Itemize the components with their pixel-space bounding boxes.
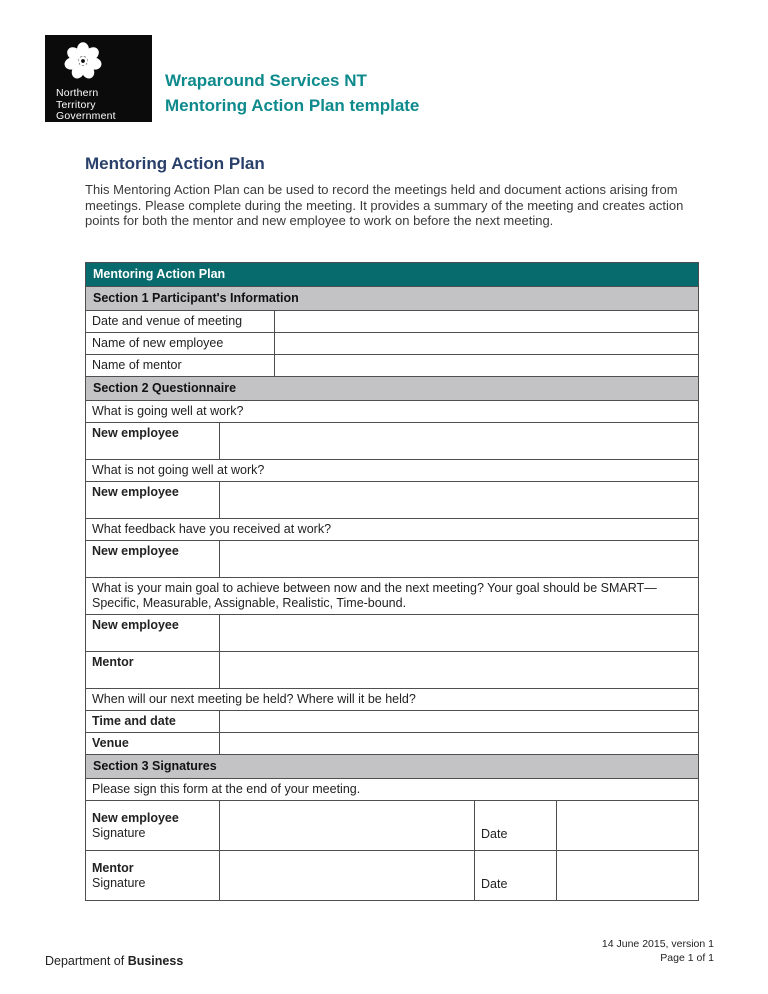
answer-label: New employee [92, 485, 179, 499]
signature-note: Please sign this form at the end of your meeting. [92, 782, 361, 796]
field-label: Name of mentor [92, 358, 182, 372]
document-title-line-1: Wraparound Services NT [165, 71, 367, 90]
signature-label [86, 851, 219, 900]
answer-label: Mentor [92, 655, 134, 669]
answer-row [86, 422, 698, 459]
signature-row-mentor [86, 850, 698, 900]
section-1-header [86, 286, 698, 310]
answer-blank [219, 733, 698, 754]
logo-text-line: Territory [56, 98, 96, 111]
footer-version: 14 June 2015, version 1 [601, 938, 714, 950]
footer-version-page [602, 938, 714, 965]
signature-note-row [86, 778, 698, 800]
answer-label: Venue [92, 736, 129, 750]
answer-label: New employee [92, 618, 179, 632]
logo-text [56, 88, 116, 123]
field-value-blank [274, 311, 698, 332]
footer-department-name: Business [127, 954, 184, 968]
section-2-heading: Section 2 Questionnaire [93, 381, 237, 395]
section-3-heading: Section 3 Signatures [93, 759, 217, 773]
answer-label: Time and date [92, 714, 176, 728]
answer-label: New employee [92, 544, 179, 558]
footer-page-number: Page 1 of 1 [660, 951, 714, 964]
mentoring-action-plan-table [85, 262, 699, 901]
question-row [86, 688, 698, 710]
answer-blank [219, 423, 698, 459]
section-2-header [86, 376, 698, 400]
question-text: What feedback have you received at work? [92, 522, 332, 536]
field-label: Name of new employee [92, 336, 224, 350]
question-row [86, 400, 698, 422]
footer-department-prefix: Department of [45, 954, 128, 968]
table-title-bar [86, 263, 698, 286]
question-row [86, 459, 698, 481]
signature-blank [219, 801, 474, 850]
signature-label [86, 801, 219, 850]
field-value-blank [274, 355, 698, 376]
date-blank [556, 801, 698, 850]
answer-label: New employee [92, 426, 179, 440]
date-label [474, 801, 556, 850]
answer-blank [219, 541, 698, 577]
signature-blank [219, 851, 474, 900]
signatory-name: New employee [92, 810, 179, 825]
table-row-new-employee-name [86, 332, 698, 354]
signature-sublabel: Signature [92, 825, 146, 840]
answer-row [86, 614, 698, 651]
answer-blank [219, 711, 698, 732]
logo-text-line: Northern [56, 87, 99, 99]
date-blank [556, 851, 698, 900]
document-title [165, 68, 419, 118]
document-title-line-2: Mentoring Action Plan template [165, 96, 420, 115]
question-row [86, 518, 698, 540]
answer-row [86, 481, 698, 518]
question-row [86, 577, 698, 614]
question-text: When will our next meeting be held? Where will it be held? [92, 692, 416, 706]
date-label-text: Date [481, 877, 508, 891]
answer-row-venue [86, 732, 698, 754]
answer-row-time-date [86, 710, 698, 732]
answer-blank [219, 652, 698, 688]
field-label: Date and venue of meeting [92, 314, 243, 328]
table-title: Mentoring Action Plan [93, 267, 226, 281]
nt-government-logo [45, 35, 152, 122]
answer-blank [219, 482, 698, 518]
logo-text-line: Government [56, 110, 116, 122]
footer-department [45, 954, 183, 968]
signatory-name: Mentor [92, 860, 134, 875]
section-1-heading: Section 1 Participant's Information [93, 291, 299, 305]
intro-paragraph: This Mentoring Action Plan can be used to record the meetings held and document actions arising from meetings. Please complete during the meeting. It provides a summary of the meeting and creates action points for both the mentor and new employee to work on before the next meeting. [85, 182, 684, 229]
date-label-text: Date [481, 827, 508, 841]
answer-blank [219, 615, 698, 651]
answer-row [86, 540, 698, 577]
question-text: What is going well at work? [92, 404, 244, 418]
table-row-date-venue [86, 310, 698, 332]
signature-row-new-employee [86, 800, 698, 850]
date-label [474, 851, 556, 900]
section-3-header [86, 754, 698, 778]
field-value-blank [274, 333, 698, 354]
table-row-mentor-name [86, 354, 698, 376]
question-text: What is not going well at work? [92, 463, 265, 477]
signature-sublabel: Signature [92, 875, 146, 890]
question-text: What is your main goal to achieve between now and the next meeting? Your goal should be SMART—Specific, Measurable, Assignable, Realistic, Time-bound. [92, 581, 657, 610]
answer-row [86, 651, 698, 688]
page-heading: Mentoring Action Plan [85, 154, 265, 173]
